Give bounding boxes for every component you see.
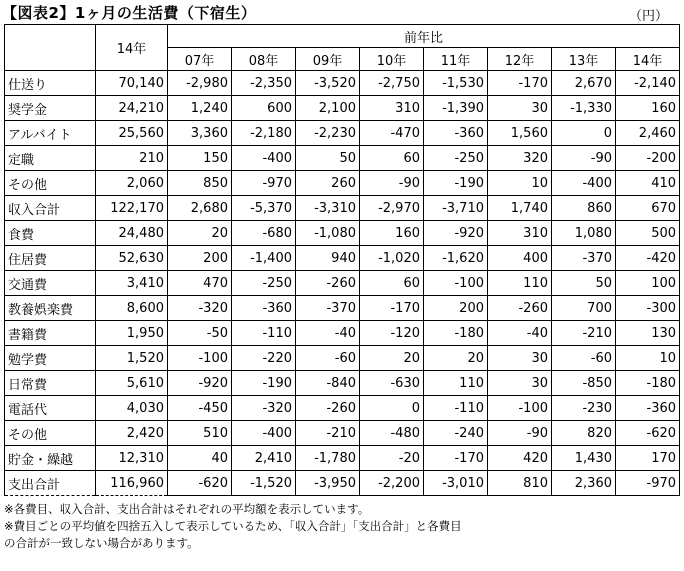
yoy-value-cell: -180 (616, 371, 680, 396)
yoy-value-cell: -170 (424, 446, 488, 471)
table-row (5, 146, 680, 171)
yoy-value-cell: -360 (616, 396, 680, 421)
yoy-value-cell: 410 (616, 171, 680, 196)
yoy-value-cell: 2,460 (616, 121, 680, 146)
base-value-cell: 1,950 (96, 321, 168, 346)
table-row (5, 346, 680, 371)
year-header: 07年 (168, 48, 232, 71)
yoy-value-cell: -100 (168, 346, 232, 371)
yoy-value-cell: -1,330 (552, 96, 616, 121)
yoy-value-cell: 160 (616, 96, 680, 121)
yoy-value-cell: 400 (488, 246, 552, 271)
yoy-value-cell: -360 (424, 121, 488, 146)
yoy-value-cell: -250 (232, 271, 296, 296)
row-label: 電話代 (5, 396, 96, 421)
yoy-value-cell: -20 (360, 446, 424, 471)
yoy-value-cell: 20 (424, 346, 488, 371)
yoy-value-cell: 2,680 (168, 196, 232, 221)
yoy-value-cell: -920 (424, 221, 488, 246)
yoy-value-cell: 60 (360, 271, 424, 296)
yoy-value-cell: 10 (616, 346, 680, 371)
yoy-value-cell: -680 (232, 221, 296, 246)
yoy-value-cell: 310 (488, 221, 552, 246)
base-value-cell: 5,610 (96, 371, 168, 396)
yoy-value-cell: 810 (488, 471, 552, 496)
yoy-value-cell: 110 (488, 271, 552, 296)
yoy-value-cell: -2,230 (296, 121, 360, 146)
yoy-value-cell: 2,100 (296, 96, 360, 121)
table-row (5, 121, 680, 146)
yoy-value-cell: -170 (488, 71, 552, 96)
yoy-value-cell: 1,240 (168, 96, 232, 121)
yoy-value-cell: -1,530 (424, 71, 488, 96)
yoy-value-cell: -50 (168, 321, 232, 346)
table-row (5, 396, 680, 421)
table-row (5, 421, 680, 446)
yoy-value-cell: -240 (424, 421, 488, 446)
yoy-value-cell: -2,980 (168, 71, 232, 96)
yoy-value-cell: 40 (168, 446, 232, 471)
row-label: 住居費 (5, 246, 96, 271)
yoy-value-cell: -2,970 (360, 196, 424, 221)
yoy-value-cell: -190 (232, 371, 296, 396)
yoy-value-cell: -120 (360, 321, 424, 346)
yoy-value-cell: -320 (232, 396, 296, 421)
yoy-value-cell: -3,950 (296, 471, 360, 496)
yoy-value-cell: -90 (360, 171, 424, 196)
row-label: 勉学費 (5, 346, 96, 371)
yoy-value-cell: -3,310 (296, 196, 360, 221)
yoy-value-cell: 820 (552, 421, 616, 446)
yoy-value-cell: 200 (168, 246, 232, 271)
yoy-value-cell: 3,360 (168, 121, 232, 146)
yoy-value-cell: 110 (424, 371, 488, 396)
base-year-header: 14年 (96, 25, 168, 71)
yoy-value-cell: -970 (616, 471, 680, 496)
yoy-value-cell: -40 (296, 321, 360, 346)
base-value-cell: 2,420 (96, 421, 168, 446)
yoy-value-cell: -840 (296, 371, 360, 396)
header-row-top (5, 25, 680, 48)
yoy-value-cell: 670 (616, 196, 680, 221)
base-value-cell: 122,170 (96, 196, 168, 221)
table-row (5, 196, 680, 221)
yoy-value-cell: -1,390 (424, 96, 488, 121)
footnote-line: ※費目ごとの平均値を四捨五入して表示しているため、「収入合計」「支出合計」と各費目 (4, 519, 462, 533)
yoy-value-cell: -1,400 (232, 246, 296, 271)
yoy-value-cell: -470 (360, 121, 424, 146)
year-header: 10年 (360, 48, 424, 71)
row-label: 書籍費 (5, 321, 96, 346)
yoy-value-cell: -1,080 (296, 221, 360, 246)
yoy-value-cell: 0 (552, 121, 616, 146)
yoy-value-cell: 600 (232, 96, 296, 121)
yoy-value-cell: 700 (552, 296, 616, 321)
table-row (5, 271, 680, 296)
yoy-value-cell: 470 (168, 271, 232, 296)
yoy-value-cell: -260 (488, 296, 552, 321)
row-label: 定職 (5, 146, 96, 171)
yoy-value-cell: -370 (296, 296, 360, 321)
yoy-value-cell: -170 (360, 296, 424, 321)
yoy-value-cell: -250 (424, 146, 488, 171)
row-label: 日常費 (5, 371, 96, 396)
yoy-value-cell: 30 (488, 96, 552, 121)
yoy-value-cell: -190 (424, 171, 488, 196)
table-row (5, 96, 680, 121)
yoy-value-cell: 30 (488, 371, 552, 396)
yoy-value-cell: 10 (488, 171, 552, 196)
yoy-value-cell: -1,520 (232, 471, 296, 496)
yoy-value-cell: -110 (232, 321, 296, 346)
year-header: 14年 (616, 48, 680, 71)
yoy-value-cell: 150 (168, 146, 232, 171)
table-row (5, 321, 680, 346)
table-body (5, 71, 680, 496)
yoy-value-cell: -210 (552, 321, 616, 346)
yoy-value-cell: -970 (232, 171, 296, 196)
yoy-value-cell: -320 (168, 296, 232, 321)
yoy-value-cell: -1,780 (296, 446, 360, 471)
yoy-value-cell: -620 (616, 421, 680, 446)
yoy-value-cell: -180 (424, 321, 488, 346)
yoy-value-cell: 1,560 (488, 121, 552, 146)
footnote-line: の合計が一致しない場合があります。 (4, 536, 199, 550)
yoy-value-cell: -2,200 (360, 471, 424, 496)
yoy-value-cell: 320 (488, 146, 552, 171)
yoy-value-cell: 20 (360, 346, 424, 371)
yoy-value-cell: -480 (360, 421, 424, 446)
year-header: 12年 (488, 48, 552, 71)
yoy-value-cell: -230 (552, 396, 616, 421)
row-label: 支出合計 (5, 471, 96, 496)
yoy-value-cell: -360 (232, 296, 296, 321)
table-row (5, 446, 680, 471)
yoy-value-cell: 170 (616, 446, 680, 471)
row-label: 奨学金 (5, 96, 96, 121)
yoy-value-cell: 100 (616, 271, 680, 296)
yoy-value-cell: -5,370 (232, 196, 296, 221)
yoy-value-cell: -210 (296, 421, 360, 446)
yoy-value-cell: 50 (296, 146, 360, 171)
yoy-value-cell: -100 (488, 396, 552, 421)
yoy-value-cell: -40 (488, 321, 552, 346)
yoy-value-cell: 160 (360, 221, 424, 246)
footnotes (4, 501, 462, 552)
table-title: 【図表2】1ヶ月の生活費（下宿生） (2, 4, 257, 22)
yoy-value-cell: 940 (296, 246, 360, 271)
corner-cell (5, 25, 96, 71)
table-row (5, 471, 680, 496)
yoy-value-cell: -3,710 (424, 196, 488, 221)
yoy-value-cell: -420 (616, 246, 680, 271)
base-value-cell: 25,560 (96, 121, 168, 146)
yoy-value-cell: -400 (552, 171, 616, 196)
yoy-value-cell: -850 (552, 371, 616, 396)
year-header: 13年 (552, 48, 616, 71)
yoy-value-cell: -3,520 (296, 71, 360, 96)
yoy-value-cell: -450 (168, 396, 232, 421)
yoy-value-cell: 860 (552, 196, 616, 221)
yoy-value-cell: -2,140 (616, 71, 680, 96)
row-label: アルバイト (5, 121, 96, 146)
footnote-line: ※各費目、収入合計、支出合計はそれぞれの平均額を表示しています。 (4, 502, 370, 516)
yoy-value-cell: 1,080 (552, 221, 616, 246)
yoy-value-cell: 50 (552, 271, 616, 296)
row-label: 交通費 (5, 271, 96, 296)
table-row (5, 246, 680, 271)
yoy-value-cell: 500 (616, 221, 680, 246)
yoy-value-cell: -3,010 (424, 471, 488, 496)
yoy-value-cell: -2,350 (232, 71, 296, 96)
yoy-value-cell: 0 (360, 396, 424, 421)
yoy-value-cell: -60 (296, 346, 360, 371)
row-label: 食費 (5, 221, 96, 246)
yoy-value-cell: 130 (616, 321, 680, 346)
yoy-value-cell: -400 (232, 146, 296, 171)
yoy-value-cell: -370 (552, 246, 616, 271)
yoy-value-cell: -2,180 (232, 121, 296, 146)
yoy-value-cell: -110 (424, 396, 488, 421)
yoy-value-cell: -200 (616, 146, 680, 171)
table-row (5, 171, 680, 196)
yoy-value-cell: 310 (360, 96, 424, 121)
yoy-value-cell: 60 (360, 146, 424, 171)
row-label: 教養娯楽費 (5, 296, 96, 321)
table-row (5, 371, 680, 396)
yoy-value-cell: -920 (168, 371, 232, 396)
yoy-value-cell: 2,410 (232, 446, 296, 471)
yoy-value-cell: 2,360 (552, 471, 616, 496)
base-value-cell: 210 (96, 146, 168, 171)
base-value-cell: 1,520 (96, 346, 168, 371)
yoy-value-cell: 1,430 (552, 446, 616, 471)
yoy-group-header: 前年比 (168, 25, 680, 48)
table-row (5, 296, 680, 321)
yoy-value-cell: -300 (616, 296, 680, 321)
base-value-cell: 116,960 (96, 471, 168, 496)
yoy-value-cell: -2,750 (360, 71, 424, 96)
year-header: 11年 (424, 48, 488, 71)
base-value-cell: 12,310 (96, 446, 168, 471)
table-row (5, 71, 680, 96)
base-value-cell: 8,600 (96, 296, 168, 321)
yoy-value-cell: 420 (488, 446, 552, 471)
row-label: 貯金・繰越 (5, 446, 96, 471)
row-label: その他 (5, 171, 96, 196)
base-value-cell: 2,060 (96, 171, 168, 196)
yoy-value-cell: -1,620 (424, 246, 488, 271)
yoy-value-cell: -630 (360, 371, 424, 396)
base-value-cell: 52,630 (96, 246, 168, 271)
year-header: 09年 (296, 48, 360, 71)
yoy-value-cell: -90 (488, 421, 552, 446)
yoy-value-cell: 850 (168, 171, 232, 196)
yoy-value-cell: -60 (552, 346, 616, 371)
yoy-value-cell: -620 (168, 471, 232, 496)
table-row (5, 221, 680, 246)
yoy-value-cell: 510 (168, 421, 232, 446)
yoy-value-cell: 20 (168, 221, 232, 246)
living-cost-table (4, 24, 680, 496)
yoy-value-cell: 30 (488, 346, 552, 371)
row-label: その他 (5, 421, 96, 446)
yoy-value-cell: 200 (424, 296, 488, 321)
yoy-value-cell: -220 (232, 346, 296, 371)
base-value-cell: 70,140 (96, 71, 168, 96)
row-label: 仕送り (5, 71, 96, 96)
yoy-value-cell: -100 (424, 271, 488, 296)
row-label: 収入合計 (5, 196, 96, 221)
yoy-value-cell: 260 (296, 171, 360, 196)
yoy-value-cell: 1,740 (488, 196, 552, 221)
year-header: 08年 (232, 48, 296, 71)
yoy-value-cell: -260 (296, 271, 360, 296)
base-value-cell: 3,410 (96, 271, 168, 296)
yoy-value-cell: -260 (296, 396, 360, 421)
base-value-cell: 24,210 (96, 96, 168, 121)
yoy-value-cell: -1,020 (360, 246, 424, 271)
unit-label: （円） (628, 9, 668, 24)
base-value-cell: 4,030 (96, 396, 168, 421)
yoy-value-cell: -90 (552, 146, 616, 171)
base-value-cell: 24,480 (96, 221, 168, 246)
yoy-value-cell: -400 (232, 421, 296, 446)
yoy-value-cell: 2,670 (552, 71, 616, 96)
